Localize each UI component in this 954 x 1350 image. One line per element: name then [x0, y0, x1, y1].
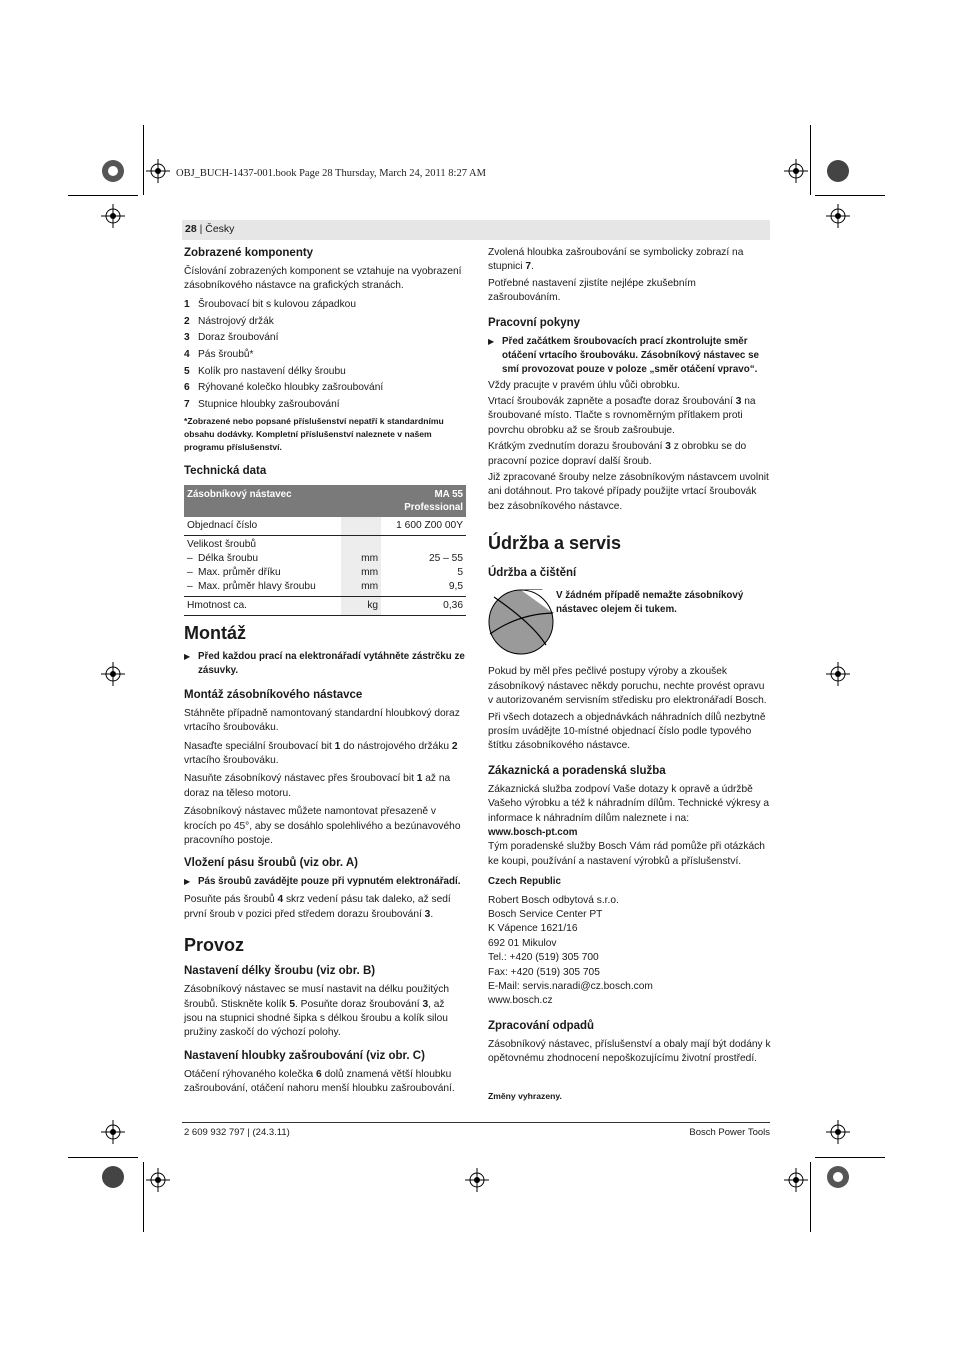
- crosshair-icon: [784, 1168, 808, 1192]
- tech-data-heading: Technická data: [184, 464, 267, 477]
- provoz-heading: Provoz: [184, 935, 245, 956]
- footer-doc-number: 2 609 932 797 | (24.3.11): [184, 1127, 290, 1138]
- components-list: [184, 298, 466, 413]
- components-note: *Zobrazené nebo popsané příslušenství nepatří k standardnímu obsahu dodávky. Kompletní příslušenství naleznete v našem programu příslušenství.: [184, 415, 444, 452]
- table-header-model: MA 55 Professional: [381, 485, 466, 517]
- list-item: 5 Kolík pro nastavení délky šroubu: [184, 365, 346, 377]
- page-number: 28: [185, 223, 197, 235]
- servis-heading: Údržba a servis: [488, 533, 622, 554]
- arrow-right-icon: ▶: [184, 651, 191, 661]
- test-paragraph: Potřebné nastavení zjistíte nejlépe zkušebním zašroubováním.: [488, 277, 696, 304]
- scale-paragraph: Zvolená hloubka zašroubování se symbolicky zobrazí na stupnici 7.: [488, 247, 744, 273]
- components-intro: Číslování zobrazených komponent se vztahuje na vyobrazení zásobníkového nástavce na grafických stranách.: [184, 266, 462, 292]
- mount-heading: Montáž zásobníkového nástavce: [184, 688, 363, 701]
- right-column: [488, 246, 771, 1103]
- footer-divider: [182, 1122, 770, 1123]
- list-item: 3 Doraz šroubování: [184, 332, 279, 344]
- arrow-right-icon: ▶: [184, 877, 191, 887]
- no-oil-warning-icon: [488, 589, 556, 655]
- table-row: Objednací číslo 1 600 Z00 00Y: [184, 517, 466, 536]
- list-item: 6 Rýhované kolečko hloubky zašroubování: [184, 382, 384, 394]
- page-header: [182, 220, 770, 240]
- work-heading: Pracovní pokyny: [488, 316, 581, 329]
- country-label: Czech Republic: [488, 876, 561, 888]
- belt-heading: Vložení pásu šroubů (viz obr. A): [184, 857, 359, 870]
- header-separator: |: [196, 223, 206, 235]
- belt-warning: ▶ Pás šroubů zavádějte pouze při vypnutém elektronářadí.: [184, 876, 461, 888]
- components-heading: Zobrazené komponenty: [184, 247, 314, 259]
- length-heading: Nastavení délky šroubu (viz obr. B): [184, 965, 376, 978]
- clean-warning-block: [488, 589, 771, 655]
- work-warning: ▶ Před začátkem šroubovacích prací zkontrolujte směr otáčení vrtacího šroubováku. Zásobníkový nástavec se smí provozovat pouze v poloze „směr otáčení vpravo“.: [488, 335, 759, 375]
- customer-service-heading: Zákaznická a poradenská služba: [488, 764, 666, 777]
- crosshair-icon: [784, 159, 808, 183]
- crosshair-icon: [146, 159, 170, 183]
- crosshair-icon: [826, 662, 850, 686]
- waste-paragraph: Zásobníkový nástavec, příslušenství a obaly mají být dodány k opětovnému zhodnocení nepoškozujícímu životní prostředí.: [488, 1038, 771, 1065]
- table-header-row: [184, 485, 466, 517]
- list-item: 2 Nástrojový držák: [184, 315, 274, 327]
- crosshair-icon: [146, 1168, 170, 1192]
- crosshair-icon: [101, 204, 125, 228]
- table-row: Hmotnost ca. kg 0,36: [184, 596, 466, 615]
- page-header-text: [185, 223, 234, 235]
- email-link[interactable]: E-Mail: servis.naradi@cz.bosch.com: [488, 981, 653, 992]
- table-row: Velikost šroubů – Délka šroubu – Max. průměr dříku – Max. průměr hlavy šroubu mm mm mm 25 – 55 5 9,5: [184, 535, 466, 596]
- registration-mark-icon: [101, 159, 125, 183]
- arrow-right-icon: ▶: [488, 336, 495, 346]
- montaz-warning: ▶ Před každou prací na elektronářadí vytáhněte zástrčku ze zásuvky.: [184, 650, 465, 676]
- mount-paragraph: Stáhněte případně namontovaný standardní hloubkový doraz vrtacího šroubováku.: [184, 707, 460, 734]
- waste-heading: Zpracování odpadů: [488, 1019, 595, 1032]
- crosshair-icon: [465, 1168, 489, 1192]
- crosshair-icon: [826, 204, 850, 228]
- mount-paragraph: Nasuňte zásobníkový nástavec přes šroubovací bit 1 až na doraz na těleso motoru.: [184, 773, 451, 799]
- footer-brand: Bosch Power Tools: [689, 1127, 770, 1138]
- website-link[interactable]: www.bosch.cz: [488, 995, 553, 1007]
- fault-paragraph: Při všech dotazech a objednávkách náhradních dílů nezbytně prosím uvádějte 10-místné objednací číslo podle typového štítku zásobníkového nástavce.: [488, 711, 766, 752]
- left-column: [184, 246, 466, 1097]
- header-language: Česky: [205, 223, 235, 235]
- montaz-heading: Montáž: [184, 622, 246, 643]
- list-item: 4 Pás šroubů*: [184, 348, 254, 360]
- work-paragraph: Již zpracované šrouby nelze zásobníkovým nástavcem uvolnit ani dotáhnout. Pro takové případy použijte vrtací šroubovák bez zásobníkového nástavce.: [488, 472, 769, 512]
- length-paragraph: Zásobníkový nástavec se musí nastavit na délku použitých šroubů. Stiskněte kolík 5. Posuňte doraz šroubování 3, až jsou na stupnici shodné šipka s délkou šroubu a kolík silou pružiny zaskočí do výchozí polohy.: [184, 984, 450, 1039]
- registration-mark-icon: [826, 159, 850, 183]
- clean-warning-text: V žádném případě nemažte zásobníkový nástavec olejem či tukem.: [556, 590, 744, 616]
- list-item: 1 Šroubovací bit s kulovou západkou: [184, 298, 357, 310]
- registration-mark-icon: [826, 1165, 850, 1189]
- depth-paragraph: Otáčení rýhovaného kolečka 6 dolů znamená větší hloubku zašroubování, otáčení nahoru menší hloubku zašroubování.: [184, 1068, 455, 1095]
- mount-paragraph: Nasaďte speciální šroubovací bit 1 do nástrojového držáku 2 vrtacího šroubováku.: [184, 740, 458, 766]
- address-block: Robert Bosch odbytová s.r.o. Bosch Service Center PT K Vápence 1621/16 692 01 Mikulov Tel.: +420 (519) 305 700 Fax: +420 (519) 305 705 E-Mail: servis.naradi@cz.bosch.com www.bosch.cz: [488, 894, 771, 1009]
- depth-heading: Nastavení hloubky zašroubování (viz obr. C): [184, 1049, 425, 1062]
- crosshair-icon: [826, 1120, 850, 1144]
- customer-paragraph: Tým poradenské služby Bosch Vám rád pomůže při otázkách ke koupi, používání a nastavení výrobků a příslušenství.: [488, 841, 765, 867]
- crosshair-icon: [101, 1120, 125, 1144]
- work-paragraph: Vždy pracujte v pravém úhlu vůči obrobku.: [488, 379, 680, 391]
- mount-paragraph: Zásobníkový nástavec můžete namontovat přesazeně v krocích po 45°, aby se dosáhlo spolehlivého a bezúnavového pracovního postoje.: [184, 806, 461, 846]
- print-info-line: OBJ_BUCH-1437-001.book Page 28 Thursday, March 24, 2011 8:27 AM: [176, 168, 486, 179]
- work-paragraph: Vrtací šroubovák zapněte a posaďte doraz šroubování 3 na šroubované místo. Tlačte s rovnoměrným přítlakem proti povrchu obrobku až se šroub zašroubuje.: [488, 396, 756, 436]
- table-header-name: Zásobníkový nástavec: [184, 485, 341, 517]
- tech-data-table: [184, 485, 466, 616]
- list-item: 7 Stupnice hloubky zašroubování: [184, 399, 340, 411]
- customer-paragraph: Zákaznická služba zodpoví Vaše dotazy k opravě a údržbě Vašeho výrobku a též k náhradním dílům. Technické výkresy a informace k náhradním dílům naleznete i na:: [488, 783, 770, 824]
- work-paragraph: Krátkým zvednutím dorazu šroubování 3 z obrobku se do pracovní pozice dopraví další šroub.: [488, 441, 747, 467]
- bosch-pt-link[interactable]: www.bosch-pt.com: [488, 826, 578, 838]
- crosshair-icon: [101, 662, 125, 686]
- fault-paragraph: Pokud by měl přes pečlivé postupy výroby a zkoušek zásobníkový nástavec někdy poruchu, nechte provést opravu v autorizovaném servisním středisku pro elektronářadí Bosch.: [488, 666, 767, 707]
- changes-note: Změny vyhrazeny.: [488, 1090, 562, 1101]
- registration-mark-icon: [101, 1165, 125, 1189]
- belt-paragraph: Posuňte pás šroubů 4 skrz vedení pásu tak daleko, až sedí první šroub v pozici před středem dorazu šroubování 3.: [184, 894, 451, 920]
- clean-heading: Údržba a čištění: [488, 567, 577, 580]
